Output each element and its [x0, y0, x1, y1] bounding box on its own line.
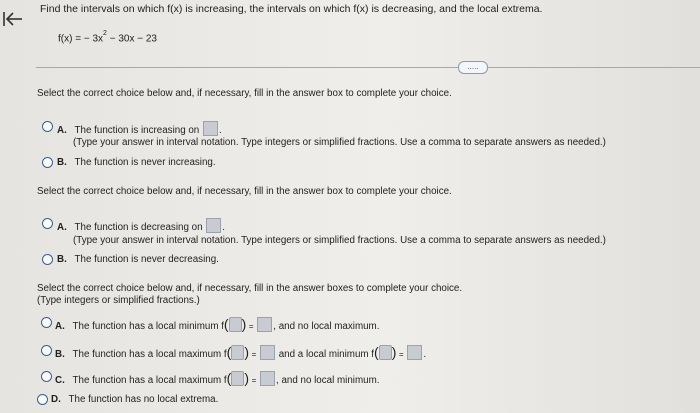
close-paren: ) [241, 316, 247, 332]
function-definition [58, 32, 157, 44]
q2-option-a-text: The function is decreasing on [74, 222, 203, 233]
q1-option-a-radio[interactable] [42, 121, 53, 132]
q3-option-c-radio[interactable] [41, 371, 52, 382]
q3-b-min-value-input[interactable] [407, 345, 422, 360]
q2-option-a-radio[interactable] [42, 218, 53, 229]
q3-option-a-tail: , and no local maximum. [273, 321, 380, 332]
period: . [222, 222, 225, 233]
q2-option-b-radio[interactable] [42, 254, 53, 265]
q2-option-b[interactable] [57, 254, 219, 265]
q2-option-a[interactable] [57, 218, 225, 233]
q1-instruction: Select the correct choice below and, if necessary, fill in the answer box to complete your choice. [37, 88, 452, 99]
q3-b-max-value-input[interactable] [260, 345, 275, 360]
option-letter: A. [57, 222, 67, 233]
q3-option-a-text: The function has a local minimum f [72, 321, 224, 332]
q2-option-b-text: The function is never decreasing. [74, 254, 219, 265]
q2-interval-input[interactable] [206, 218, 221, 233]
open-paren: ( [223, 316, 229, 332]
q1-option-b-text: The function is never increasing. [74, 157, 216, 168]
section-divider [36, 67, 700, 68]
option-letter: A. [57, 125, 67, 136]
equals-sign: = [399, 350, 404, 359]
option-letter: B. [55, 349, 65, 360]
q3-option-c-text: The function has a local maximum f [72, 375, 227, 386]
q3-option-c[interactable] [55, 371, 379, 386]
q3-c-x-input[interactable] [231, 371, 244, 386]
equals-sign: = [251, 376, 257, 385]
option-letter: B. [57, 157, 67, 168]
q2-instruction: Select the correct choice below and, if necessary, fill in the answer box to complete your choice. [37, 186, 452, 197]
option-letter: D. [51, 394, 61, 405]
q3-option-a-radio[interactable] [41, 317, 52, 328]
q3-instruction-note: (Type integers or simplified fractions.) [37, 295, 200, 306]
q3-option-b-radio[interactable] [41, 345, 52, 356]
q3-a-x-input[interactable] [229, 317, 242, 332]
close-paren: ) [391, 344, 397, 360]
q3-b-max-x-input[interactable] [231, 345, 244, 360]
q3-option-c-tail: , and no local minimum. [276, 375, 380, 386]
q1-option-b[interactable] [57, 157, 216, 168]
function-exponent: 2 [103, 30, 107, 37]
q1-option-b-radio[interactable] [42, 157, 53, 168]
q3-option-b[interactable] [55, 345, 426, 360]
q1-option-a-hint: (Type your answer in interval notation. Type integers or simplified fractions. Use a comma to separate answers as needed.) [73, 137, 606, 148]
function-lhs: f(x) = − 3x [58, 33, 104, 45]
q3-a-value-input[interactable] [257, 317, 272, 332]
q3-b-min-x-input[interactable] [379, 345, 392, 360]
q1-option-a-text: The function is increasing on [74, 125, 200, 136]
expand-more-button[interactable]: ..... [458, 61, 488, 74]
q1-option-a[interactable] [57, 121, 222, 136]
option-letter: C. [55, 375, 65, 386]
back-to-start-icon[interactable] [2, 10, 24, 28]
period: . [219, 125, 222, 136]
close-paren: ) [244, 370, 249, 386]
q3-c-value-input[interactable] [260, 371, 275, 386]
equals-sign: = [248, 322, 254, 331]
q3-option-d-text: The function has no local extrema. [68, 394, 219, 405]
question-prompt: Find the intervals on which f(x) is increasing, the intervals on which f(x) is decreasing, and the local extrema. [40, 3, 543, 15]
q3-instruction: Select the correct choice below and, if necessary, fill in the answer boxes to complete your choice. [37, 283, 463, 294]
q1-interval-input[interactable] [203, 121, 218, 136]
open-paren: ( [226, 370, 232, 386]
q2-option-a-hint: (Type your answer in interval notation. Type integers or simplified fractions. Use a comma to separate answers as needed.) [73, 235, 606, 246]
q3-option-b-mid: and a local minimum f [278, 349, 375, 360]
option-letter: B. [57, 254, 67, 265]
q3-option-d-radio[interactable] [37, 394, 48, 405]
open-paren: ( [374, 344, 379, 360]
q3-option-d[interactable] [51, 394, 218, 405]
equals-sign: = [251, 350, 257, 359]
q3-option-b-text: The function has a local maximum f [72, 349, 227, 360]
function-rhs: − 30x − 23 [106, 33, 157, 45]
close-paren: ) [244, 344, 249, 360]
q3-option-a[interactable] [55, 317, 379, 332]
option-letter: A. [55, 321, 65, 332]
period: . [423, 349, 427, 360]
open-paren: ( [226, 344, 232, 360]
